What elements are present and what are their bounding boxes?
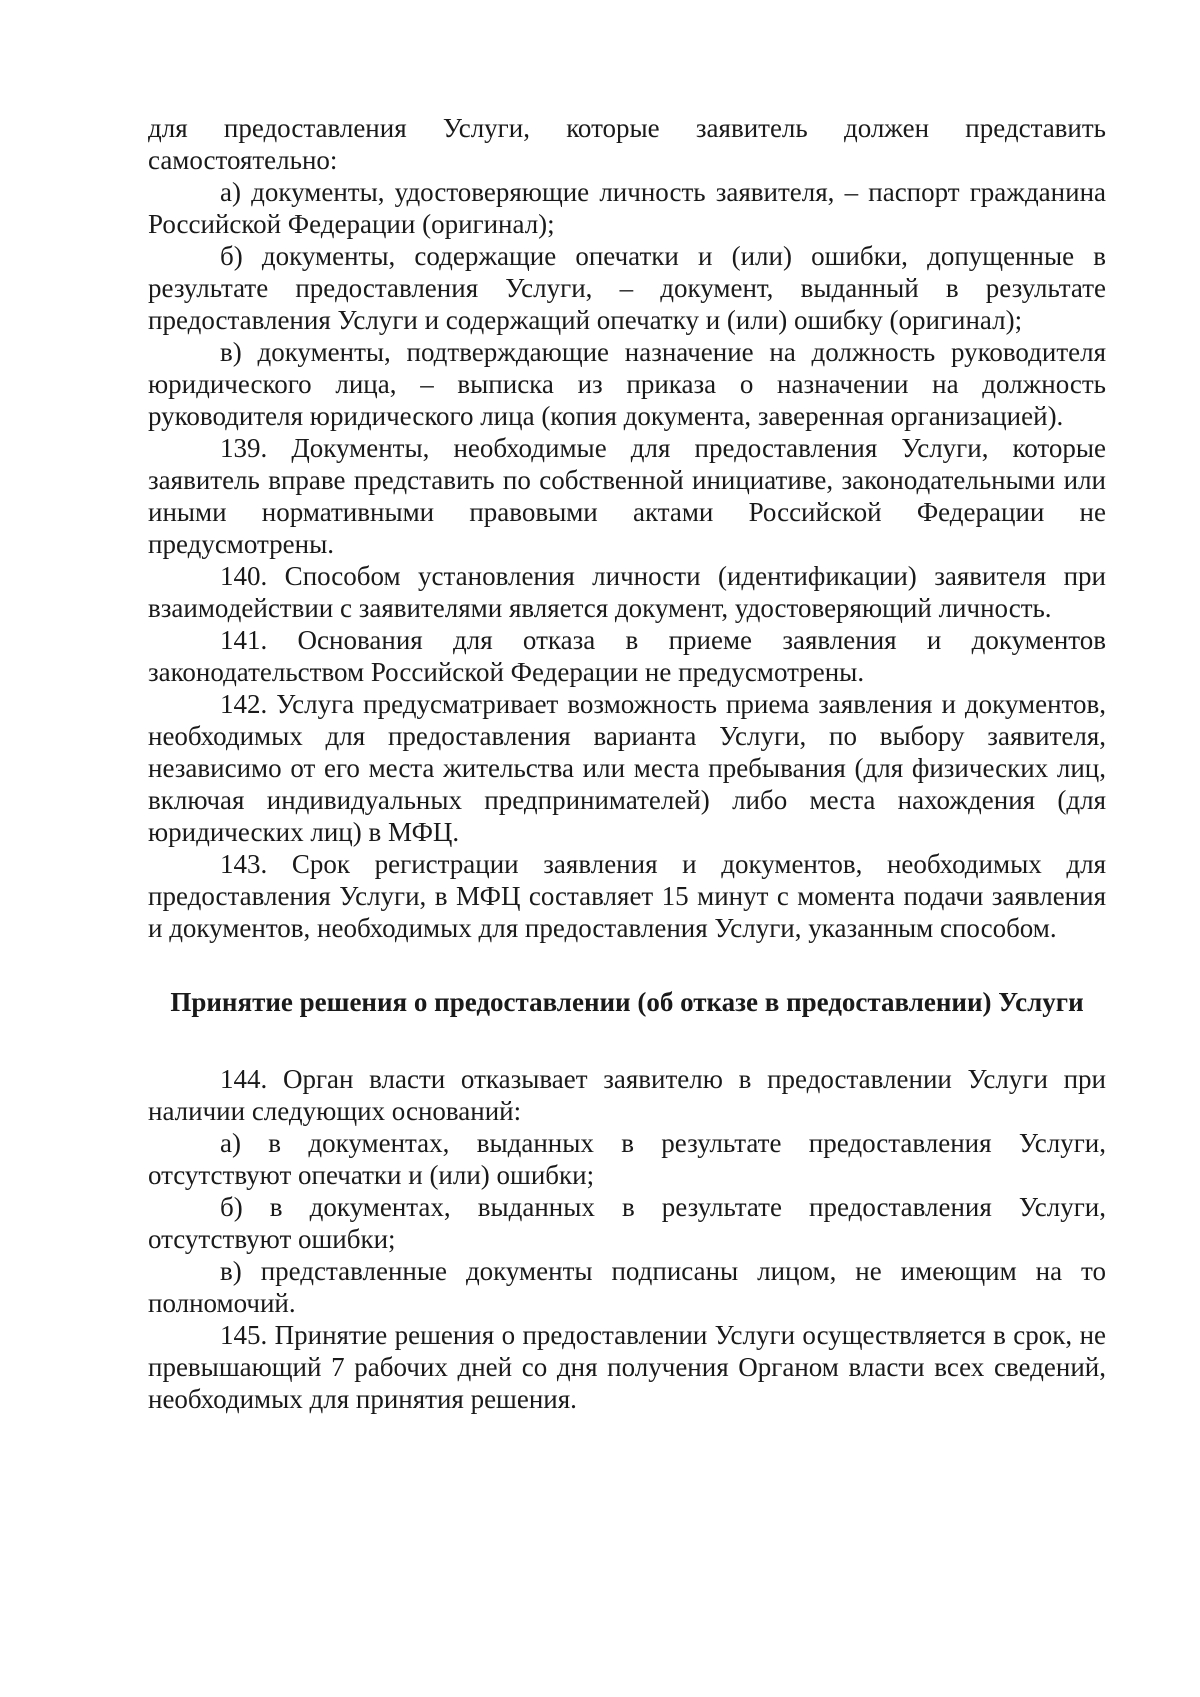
paragraph-144: 144. Орган власти отказывает заявителю в предоставлении Услуги при наличии следующих оснований: bbox=[148, 1064, 1106, 1126]
paragraph-144-item-a: а) в документах, выданных в результате предоставления Услуги, отсутствуют опечатки и (или) ошибки; bbox=[148, 1128, 1106, 1190]
paragraph-139: 139. Документы, необходимые для предоставления Услуги, которые заявитель вправе представить по собственной инициативе, законодательными или иными нормативными правовыми актами Российской Федерации не предусмотрены. bbox=[148, 433, 1106, 559]
paragraph-140: 140. Способом установления личности (идентификации) заявителя при взаимодействии с заявителями является документ, удостоверяющий личность. bbox=[148, 561, 1106, 623]
paragraph-142: 142. Услуга предусматривает возможность приема заявления и документов, необходимых для предоставления варианта Услуги, по выбору заявителя, независимо от его места жительства или места пребывания (для физических лиц, включая индивидуальных предпринимателей) либо места нахождения (для юридических лиц) в МФЦ. bbox=[148, 689, 1106, 847]
paragraph-item-a: а) документы, удостоверяющие личность заявителя, – паспорт гражданина Российской Федерации (оригинал); bbox=[148, 177, 1106, 239]
paragraph-144-item-v: в) представленные документы подписаны лицом, не имеющим на то полномочий. bbox=[148, 1256, 1106, 1318]
paragraph-item-b: б) документы, содержащие опечатки и (или) ошибки, допущенные в результате предоставления Услуги, – документ, выданный в результате предоставления Услуги и содержащий опечатку и (или) ошибку (оригинал); bbox=[148, 241, 1106, 335]
section-heading: Принятие решения о предоставлении (об отказе в предоставлении) Услуги bbox=[170, 987, 1084, 1017]
paragraph-continuation: для предоставления Услуги, которые заявитель должен представить самостоятельно: bbox=[148, 113, 1106, 175]
document-body bbox=[148, 112, 1106, 1415]
paragraph-143: 143. Срок регистрации заявления и документов, необходимых для предоставления Услуги, в МФЦ составляет 15 минут с момента подачи заявления и документов, необходимых для предоставления Услуги, указанным способом. bbox=[148, 849, 1106, 943]
paragraph-item-v: в) документы, подтверждающие назначение на должность руководителя юридического лица, – выписка из приказа о назначении на должность руководителя юридического лица (копия документа, заверенная организацией). bbox=[148, 337, 1106, 431]
paragraph-141: 141. Основания для отказа в приеме заявления и документов законодательством Российской Федерации не предусмотрены. bbox=[148, 625, 1106, 687]
paragraph-144-item-b: б) в документах, выданных в результате предоставления Услуги, отсутствуют ошибки; bbox=[148, 1192, 1106, 1254]
paragraph-145: 145. Принятие решения о предоставлении Услуги осуществляется в срок, не превышающий 7 рабочих дней со дня получения Органом власти всех сведений, необходимых для принятия решения. bbox=[148, 1320, 1106, 1414]
